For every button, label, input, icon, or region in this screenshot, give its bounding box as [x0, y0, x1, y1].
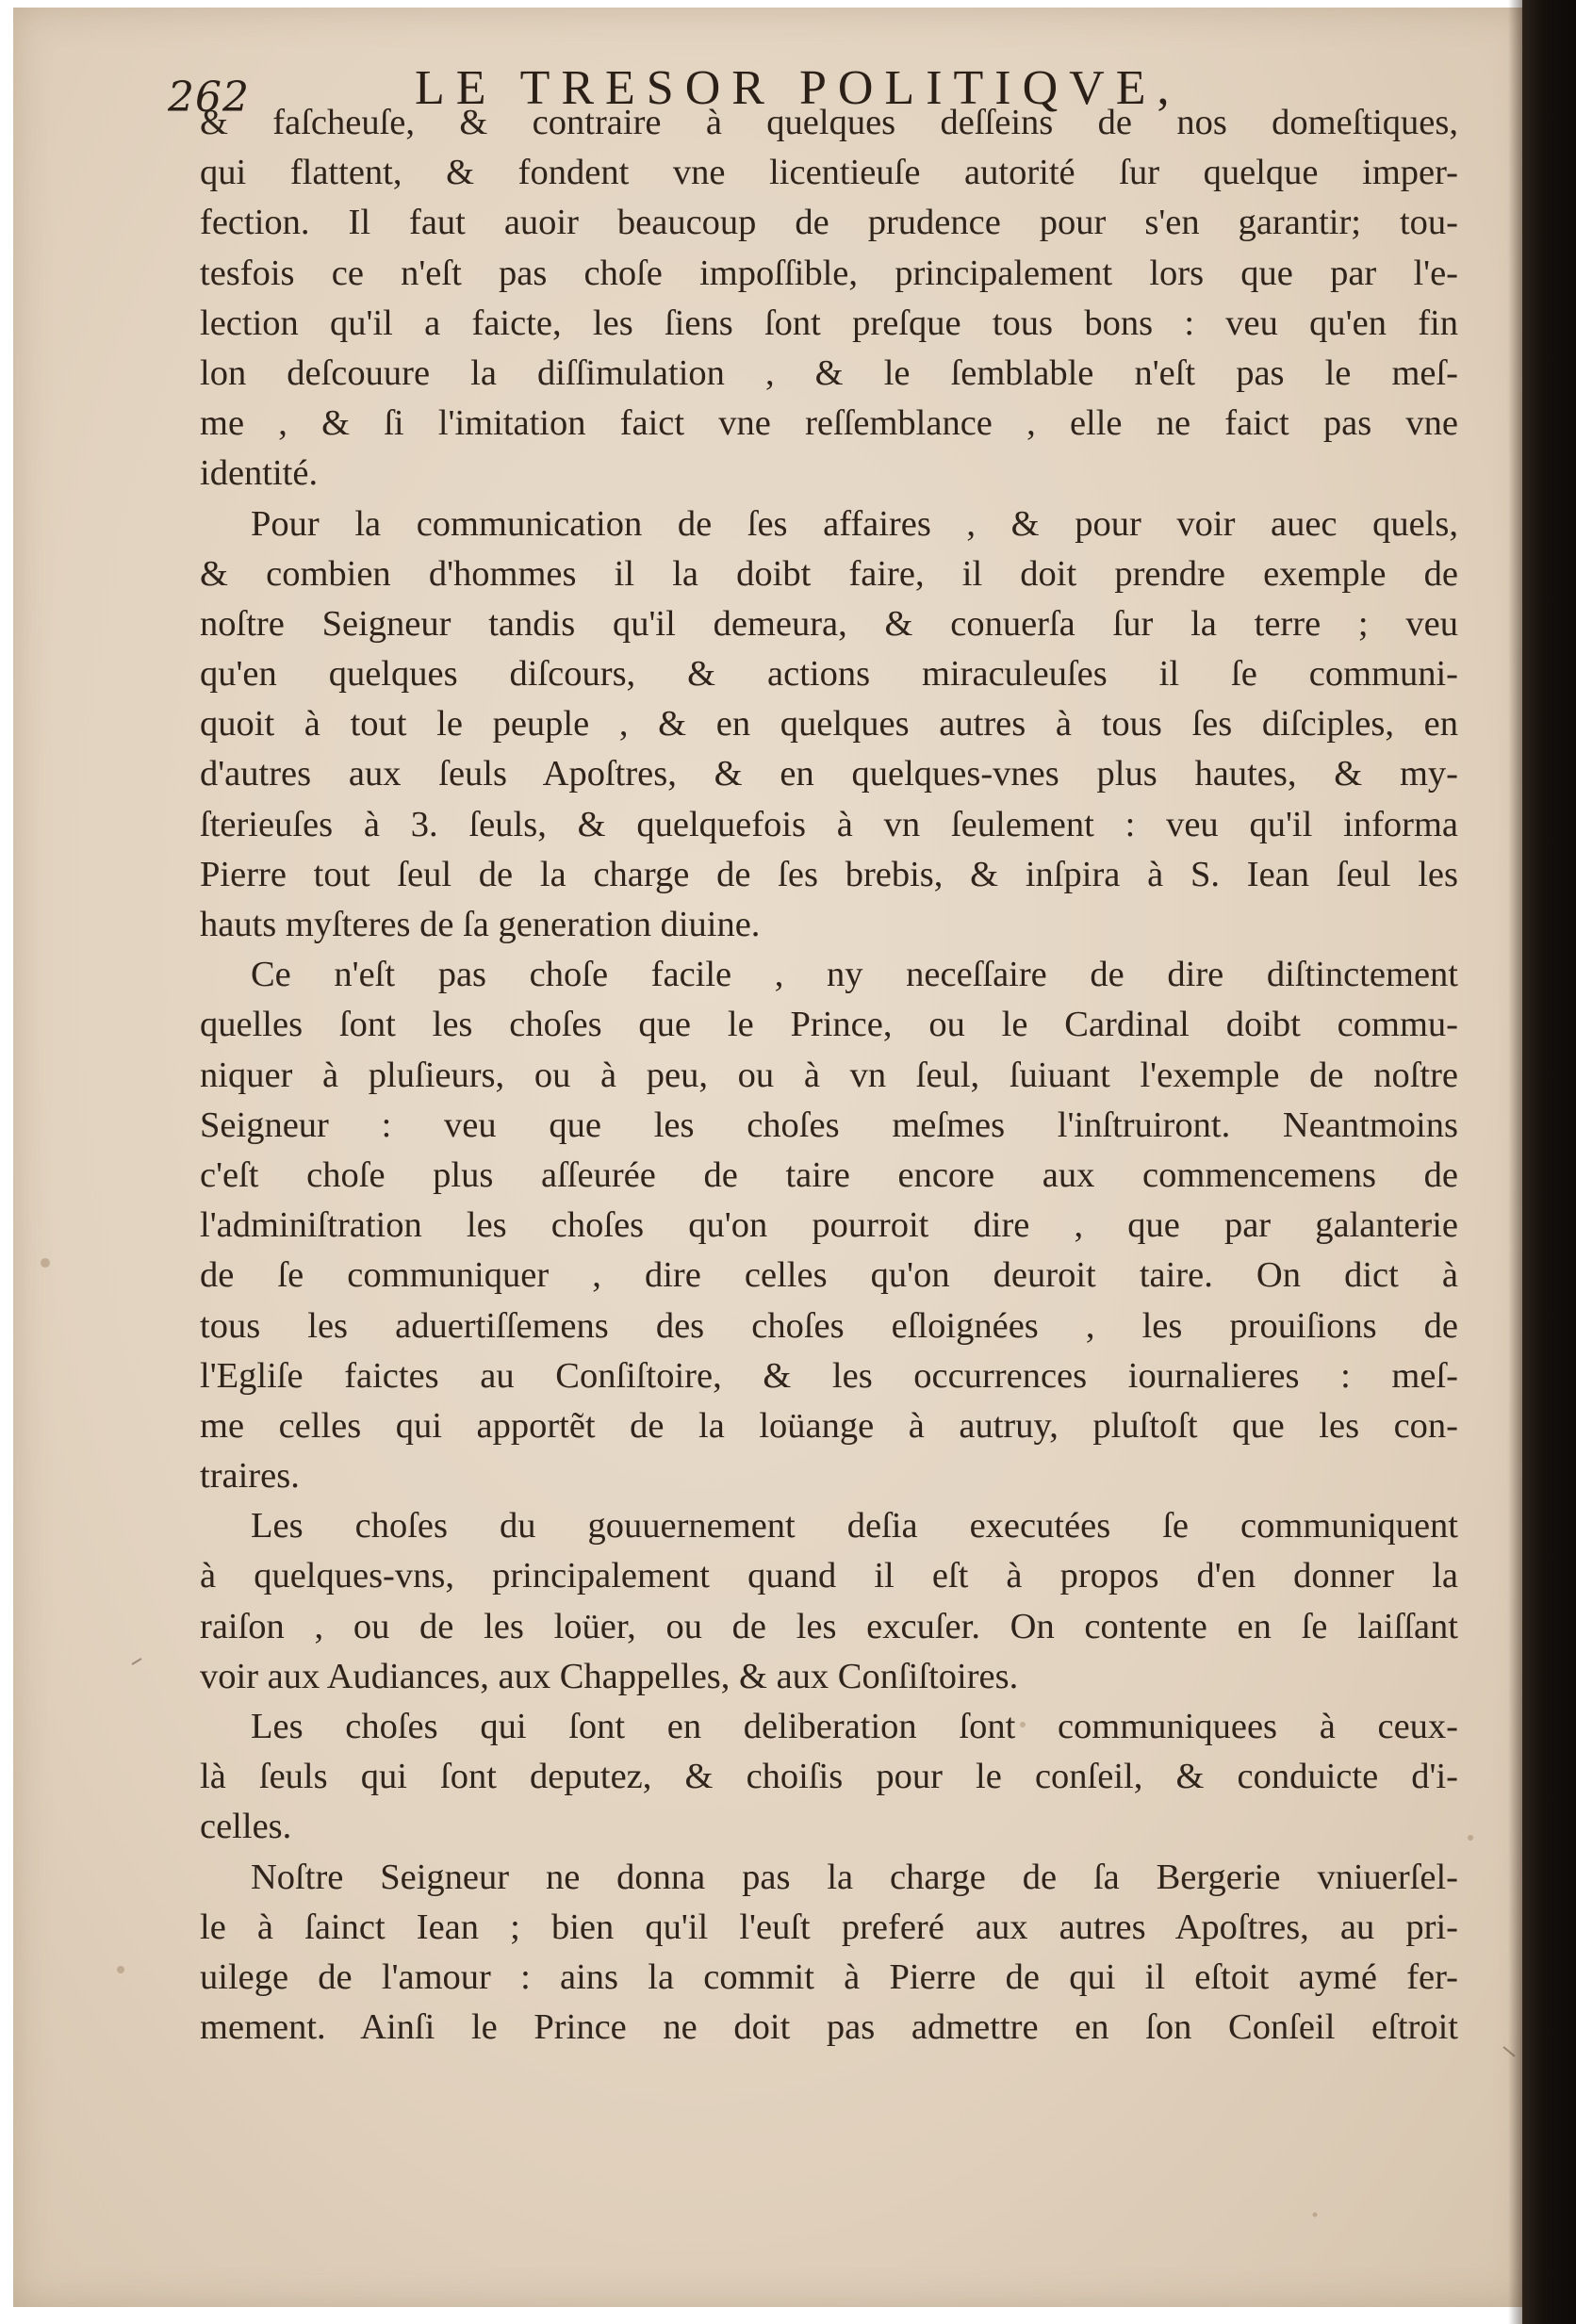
- text-line: à quelques-vns, principalement quand il eſt à propos d'en donner la: [200, 1556, 1458, 1596]
- text-line: & faſcheuſe, & contraire à quelques deſſeins de nos domeſtiques,: [200, 103, 1458, 142]
- text-line: qu'en quelques diſcours, & actions miraculeuſes il ſe communi-: [200, 654, 1458, 695]
- text-line: l'Egliſe faictes au Conſiſtoire, & les occurrences iournalieres : meſ-: [200, 1355, 1458, 1396]
- text-line: tous les aduertiſſemens des choſes eſloignées , les prouiſions de: [200, 1305, 1458, 1346]
- text-line: uilege de l'amour : ains la commit à Pierre de qui il eſtoit aymé fer-: [200, 1956, 1458, 1997]
- text-line: fection. Il faut auoir beaucoup de prudence pour s'en garantir; tou-: [200, 203, 1458, 243]
- text-line: me , & ſi l'imitation faict vne reſſemblance , elle ne faict pas vne: [200, 403, 1458, 444]
- text-line: Seigneur : veu que les choſes meſmes l'inſtruiront. Neantmoins: [200, 1105, 1458, 1145]
- text-line: celles.: [200, 1807, 292, 1847]
- book-spine: [1522, 0, 1576, 2324]
- text-line: me celles qui apportẽt de la loüange à autruy, pluſtoſt que les con-: [200, 1405, 1458, 1446]
- text-line: Pierre tout ſeul de la charge de ſes brebis, & inſpira à S. Iean ſeul les: [200, 854, 1458, 894]
- text-line: raiſon , ou de les loüer, ou de les excuſer. On contente en ſe laiſſant: [200, 1606, 1458, 1646]
- text-line: quoit à tout le peuple , & en quelques autres à tous ſes diſciples, en: [200, 704, 1458, 745]
- text-line: ſterieuſes à 3. ſeuls, & quelquefois à vn ſeulement : veu qu'il informa: [200, 804, 1458, 844]
- page-number: 262: [168, 74, 250, 122]
- text-line: hauts myſteres de ſa generation diuine.: [200, 905, 761, 944]
- text-line: traires.: [200, 1456, 300, 1497]
- text-line: identité.: [200, 453, 319, 494]
- text-line: l'adminiſtration les choſes qu'on pourroit dire , que par galanterie: [200, 1205, 1458, 1246]
- text-line: c'eſt choſe plus aſſeurée de taire encore aux commencemens de: [200, 1154, 1458, 1195]
- text-line: Les choſes qui ſont en deliberation ſont communiquees à ceux-: [251, 1707, 1458, 1746]
- text-line: lon deſcouure la diſſimulation , & le ſemblable n'eſt pas le meſ-: [200, 352, 1458, 393]
- text-line: Pour la communication de ſes affaires , & pour voir auec quels,: [251, 503, 1458, 544]
- text-line: Ce n'eſt pas choſe facile , ny neceſſaire de dire diſtinctement: [251, 955, 1458, 995]
- text-line: voir aux Audiances, aux Chappelles, & aux Conſiſtoires.: [200, 1656, 1019, 1696]
- text-line: niquer à pluſieurs, ou à peu, ou à vn ſeul, ſuiuant l'exemple de noſtre: [200, 1055, 1458, 1095]
- text-line: d'autres aux ſeuls Apoſtres, & en quelques-vnes plus hautes, & my-: [200, 754, 1458, 794]
- text-line: lection qu'il a faicte, les ſiens ſont preſque tous bons : veu qu'en fin: [200, 303, 1458, 343]
- running-title: LE TRESOR POLITIQVE,: [415, 61, 1181, 115]
- text-line: & combien d'hommes il la doibt faire, il doit prendre exemple de: [200, 553, 1458, 594]
- text-line: là ſeuls qui ſont deputez, & choiſis pour le conſeil, & conduicte d'i-: [200, 1757, 1458, 1797]
- text-line: quelles ſont les choſes que le Prince, ou le Cardinal doibt commu-: [200, 1005, 1458, 1045]
- text-line: noſtre Seigneur tandis qu'il demeura, & conuerſa ſur la terre ; veu: [200, 603, 1458, 644]
- text-line: tesfois ce n'eſt pas choſe impoſſible, principalement lors que par l'e-: [200, 253, 1458, 293]
- text-line: de ſe communiquer , dire celles qu'on deuroit taire. On dict à: [200, 1255, 1458, 1296]
- text-line: mement. Ainſi le Prince ne doit pas admettre en ſon Conſeil eſtroit: [200, 2007, 1458, 2048]
- text-line: le à ſainct Iean ; bien qu'il l'euſt preferé aux autres Apoſtres, au pri-: [200, 1907, 1458, 1947]
- body-text: [200, 98, 1458, 2053]
- text-line: Les choſes du gouuernement deſia executées ſe communiquent: [251, 1506, 1458, 1547]
- text-line: qui flattent, & fondent vne licentieuſe autorité ſur quelque imper-: [200, 153, 1458, 193]
- text-line: Noſtre Seigneur ne donna pas la charge de ſa Bergerie vniuerſel-: [251, 1857, 1458, 1897]
